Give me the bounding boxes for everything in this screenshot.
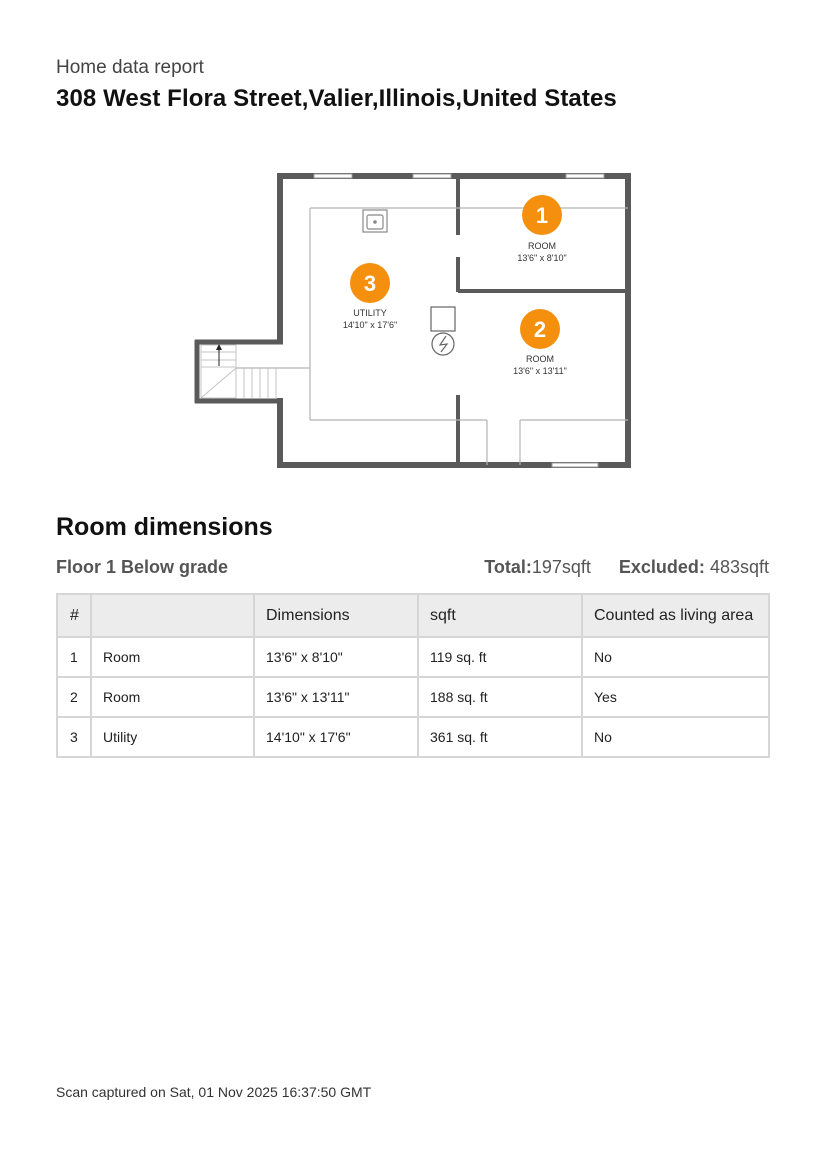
area-totals xyxy=(484,557,769,578)
section-title: Room dimensions xyxy=(56,513,273,541)
svg-text:13'6" x 8'10": 13'6" x 8'10" xyxy=(517,253,567,263)
cell-number: 3 xyxy=(57,717,91,757)
svg-text:1: 1 xyxy=(535,203,549,228)
cell-name: Room xyxy=(91,637,254,677)
svg-text:2: 2 xyxy=(533,317,547,342)
floor-plan-walls xyxy=(195,176,631,468)
column-header-sqft: sqft xyxy=(418,594,582,637)
column-header-dimensions: Dimensions xyxy=(254,594,418,637)
excluded-value: 483sqft xyxy=(709,557,769,577)
property-address: 308 West Flora Street,Valier,Illinois,United States xyxy=(56,85,617,112)
cell-living-area: Yes xyxy=(582,677,769,717)
total-label: Total: xyxy=(484,557,532,577)
cell-sqft: 188 sq. ft xyxy=(418,677,582,717)
svg-text:ROOM: ROOM xyxy=(528,241,556,251)
svg-text:UTILITY: UTILITY xyxy=(353,308,387,318)
svg-text:ROOM: ROOM xyxy=(526,354,554,364)
table-header-row xyxy=(57,594,769,637)
room-3-marker xyxy=(343,263,397,330)
svg-text:3: 3 xyxy=(363,271,377,296)
cell-dimensions: 13'6" x 8'10" xyxy=(254,637,418,677)
total-value: 197sqft xyxy=(531,557,591,577)
cell-number: 2 xyxy=(57,677,91,717)
stairs-icon xyxy=(201,344,276,398)
report-label: Home data report xyxy=(56,57,204,78)
cell-name: Room xyxy=(91,677,254,717)
column-header-number: # xyxy=(57,594,91,637)
floor-plan xyxy=(190,170,640,475)
cell-name: Utility xyxy=(91,717,254,757)
cell-sqft: 361 sq. ft xyxy=(418,717,582,757)
room-2-marker xyxy=(513,309,567,376)
cell-dimensions: 13'6" x 13'11" xyxy=(254,677,418,717)
table-row xyxy=(57,677,769,717)
cell-living-area: No xyxy=(582,717,769,757)
excluded-label: Excluded: xyxy=(618,557,705,577)
column-header-name xyxy=(91,594,254,637)
sink-icon xyxy=(363,210,387,232)
floor-name: Floor 1 Below grade xyxy=(56,557,229,577)
room-1-marker xyxy=(517,195,566,263)
table-row xyxy=(57,717,769,757)
scan-timestamp: Scan captured on Sat, 01 Nov 2025 16:37:50 GMT xyxy=(56,1084,372,1100)
cell-sqft: 119 sq. ft xyxy=(418,637,582,677)
column-header-living-area: Counted as living area xyxy=(582,594,769,637)
table-row xyxy=(57,637,769,677)
water-heater-icon xyxy=(431,307,455,355)
cell-living-area: No xyxy=(582,637,769,677)
floor-plan-thin-lines xyxy=(236,208,628,465)
room-dimensions-table xyxy=(56,593,770,758)
svg-text:13'6" x 13'11": 13'6" x 13'11" xyxy=(513,366,567,376)
svg-text:14'10" x 17'6": 14'10" x 17'6" xyxy=(342,320,398,330)
cell-number: 1 xyxy=(57,637,91,677)
cell-dimensions: 14'10" x 17'6" xyxy=(254,717,418,757)
